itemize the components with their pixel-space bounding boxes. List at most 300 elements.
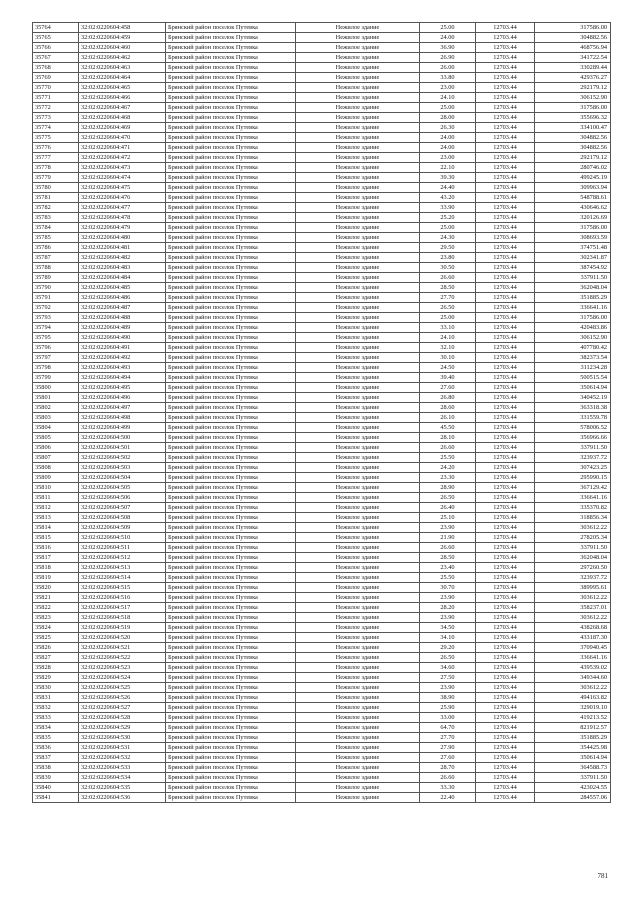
rate-cell: 12703.44 — [476, 383, 535, 393]
cadastral-value-cell: 306152.90 — [535, 93, 611, 103]
address-cell: Брянский район поселок Путевка — [166, 393, 296, 403]
area-cell: 33.10 — [420, 323, 476, 333]
area-cell: 29.50 — [420, 243, 476, 253]
cadastral-number-cell: 32:02:0220604:463 — [79, 63, 166, 73]
object-type-cell: Нежилое здание — [296, 753, 420, 763]
address-cell: Брянский район поселок Путевка — [166, 143, 296, 153]
cadastral-number-cell: 32:02:0220604:505 — [79, 483, 166, 493]
cadastral-number-cell: 32:02:0220604:533 — [79, 763, 166, 773]
cadastral-number-cell: 32:02:0220604:485 — [79, 283, 166, 293]
address-cell: Брянский район поселок Путевка — [166, 513, 296, 523]
object-type-cell: Нежилое здание — [296, 273, 420, 283]
area-cell: 30.70 — [420, 583, 476, 593]
address-cell: Брянский район поселок Путевка — [166, 223, 296, 233]
area-cell: 23.80 — [420, 253, 476, 263]
area-cell: 24.00 — [420, 133, 476, 143]
cadastral-value-cell: 362048.04 — [535, 283, 611, 293]
area-cell: 28.50 — [420, 283, 476, 293]
cadastral-number-cell: 32:02:0220604:464 — [79, 73, 166, 83]
cadastral-number-cell: 32:02:0220604:483 — [79, 263, 166, 273]
row-number-cell: 35779 — [33, 173, 79, 183]
row-number-cell: 35782 — [33, 203, 79, 213]
cadastral-value-cell: 280746.02 — [535, 163, 611, 173]
row-number-cell: 35784 — [33, 223, 79, 233]
row-number-cell: 35802 — [33, 403, 79, 413]
table-row — [33, 473, 611, 483]
area-cell: 36.90 — [420, 43, 476, 53]
table-row — [33, 263, 611, 273]
object-type-cell: Нежилое здание — [296, 693, 420, 703]
address-cell: Брянский район поселок Путевка — [166, 493, 296, 503]
row-number-cell: 35800 — [33, 383, 79, 393]
table-row — [33, 583, 611, 593]
cadastral-value-cell: 351885.29 — [535, 733, 611, 743]
table-row — [33, 633, 611, 643]
rate-cell: 12703.44 — [476, 623, 535, 633]
table-row — [33, 213, 611, 223]
cadastral-value-cell: 423024.55 — [535, 783, 611, 793]
table-row — [33, 133, 611, 143]
area-cell: 24.20 — [420, 463, 476, 473]
rate-cell: 12703.44 — [476, 373, 535, 383]
row-number-cell: 35803 — [33, 413, 79, 423]
cadastral-number-cell: 32:02:0220604:507 — [79, 503, 166, 513]
row-number-cell: 35823 — [33, 613, 79, 623]
table-row — [33, 613, 611, 623]
table-row — [33, 233, 611, 243]
cadastral-number-cell: 32:02:0220604:459 — [79, 33, 166, 43]
table-row — [33, 513, 611, 523]
cadastral-value-cell: 387454.92 — [535, 263, 611, 273]
address-cell: Брянский район поселок Путевка — [166, 413, 296, 423]
cadastral-value-cell: 318856.34 — [535, 513, 611, 523]
cadastral-value-cell: 350614.94 — [535, 383, 611, 393]
cadastral-value-cell: 303612.22 — [535, 683, 611, 693]
address-cell: Брянский район поселок Путевка — [166, 483, 296, 493]
row-number-cell: 35772 — [33, 103, 79, 113]
cadastral-number-cell: 32:02:0220604:465 — [79, 83, 166, 93]
object-type-cell: Нежилое здание — [296, 223, 420, 233]
object-type-cell: Нежилое здание — [296, 373, 420, 383]
object-type-cell: Нежилое здание — [296, 523, 420, 533]
row-number-cell: 35810 — [33, 483, 79, 493]
table-row — [33, 713, 611, 723]
area-cell: 24.40 — [420, 183, 476, 193]
area-cell: 23.90 — [420, 683, 476, 693]
rate-cell: 12703.44 — [476, 643, 535, 653]
address-cell: Брянский район поселок Путевка — [166, 113, 296, 123]
area-cell: 26.10 — [420, 413, 476, 423]
cadastral-number-cell: 32:02:0220604:503 — [79, 463, 166, 473]
object-type-cell: Нежилое здание — [296, 723, 420, 733]
cadastral-value-cell: 303612.22 — [535, 593, 611, 603]
cadastral-number-cell: 32:02:0220604:508 — [79, 513, 166, 523]
object-type-cell: Нежилое здание — [296, 513, 420, 523]
object-type-cell: Нежилое здание — [296, 643, 420, 653]
rate-cell: 12703.44 — [476, 303, 535, 313]
address-cell: Брянский район поселок Путевка — [166, 333, 296, 343]
cadastral-value-cell: 350614.94 — [535, 753, 611, 763]
rate-cell: 12703.44 — [476, 393, 535, 403]
table-row — [33, 423, 611, 433]
rate-cell: 12703.44 — [476, 483, 535, 493]
cadastral-number-cell: 32:02:0220604:499 — [79, 423, 166, 433]
area-cell: 29.20 — [420, 643, 476, 653]
table-row — [33, 33, 611, 43]
area-cell: 26.50 — [420, 653, 476, 663]
cadastral-number-cell: 32:02:0220604:517 — [79, 603, 166, 613]
table-row — [33, 123, 611, 133]
object-type-cell: Нежилое здание — [296, 453, 420, 463]
table-row — [33, 283, 611, 293]
cadastral-number-cell: 32:02:0220604:478 — [79, 213, 166, 223]
cadastral-number-cell: 32:02:0220604:536 — [79, 793, 166, 803]
address-cell: Брянский район поселок Путевка — [166, 433, 296, 443]
row-number-cell: 35825 — [33, 633, 79, 643]
cadastral-number-cell: 32:02:0220604:495 — [79, 383, 166, 393]
row-number-cell: 35778 — [33, 163, 79, 173]
rate-cell: 12703.44 — [476, 553, 535, 563]
table-row — [33, 293, 611, 303]
row-number-cell: 35806 — [33, 443, 79, 453]
table-row — [33, 733, 611, 743]
object-type-cell: Нежилое здание — [296, 283, 420, 293]
table-row — [33, 773, 611, 783]
address-cell: Брянский район поселок Путевка — [166, 693, 296, 703]
rate-cell: 12703.44 — [476, 613, 535, 623]
object-type-cell: Нежилое здание — [296, 243, 420, 253]
cadastral-value-cell: 548788.61 — [535, 193, 611, 203]
rate-cell: 12703.44 — [476, 23, 535, 33]
object-type-cell: Нежилое здание — [296, 563, 420, 573]
rate-cell: 12703.44 — [476, 733, 535, 743]
row-number-cell: 35767 — [33, 53, 79, 63]
object-type-cell: Нежилое здание — [296, 733, 420, 743]
cadastral-value-cell: 438268.68 — [535, 623, 611, 633]
cadastral-number-cell: 32:02:0220604:523 — [79, 663, 166, 673]
object-type-cell: Нежилое здание — [296, 573, 420, 583]
area-cell: 64.70 — [420, 723, 476, 733]
address-cell: Брянский район поселок Путевка — [166, 343, 296, 353]
area-cell: 28.50 — [420, 553, 476, 563]
table-row — [33, 693, 611, 703]
area-cell: 27.60 — [420, 383, 476, 393]
object-type-cell: Нежилое здание — [296, 33, 420, 43]
rate-cell: 12703.44 — [476, 573, 535, 583]
row-number-cell: 35791 — [33, 293, 79, 303]
rate-cell: 12703.44 — [476, 363, 535, 373]
table-row — [33, 593, 611, 603]
cadastral-number-cell: 32:02:0220604:534 — [79, 773, 166, 783]
table-row — [33, 63, 611, 73]
rate-cell: 12703.44 — [476, 523, 535, 533]
rate-cell: 12703.44 — [476, 53, 535, 63]
cadastral-number-cell: 32:02:0220604:488 — [79, 313, 166, 323]
cadastral-number-cell: 32:02:0220604:480 — [79, 233, 166, 243]
area-cell: 25.00 — [420, 313, 476, 323]
table-row — [33, 793, 611, 803]
cadastral-value-cell: 341722.54 — [535, 53, 611, 63]
row-number-cell: 35809 — [33, 473, 79, 483]
address-cell: Брянский район поселок Путевка — [166, 653, 296, 663]
table-row — [33, 343, 611, 353]
object-type-cell: Нежилое здание — [296, 433, 420, 443]
area-cell: 26.30 — [420, 123, 476, 133]
object-type-cell: Нежилое здание — [296, 133, 420, 143]
address-cell: Брянский район поселок Путевка — [166, 53, 296, 63]
area-cell: 24.00 — [420, 33, 476, 43]
cadastral-value-cell: 284557.06 — [535, 793, 611, 803]
rate-cell: 12703.44 — [476, 313, 535, 323]
object-type-cell: Нежилое здание — [296, 483, 420, 493]
table-row — [33, 603, 611, 613]
object-type-cell: Нежилое здание — [296, 83, 420, 93]
rate-cell: 12703.44 — [476, 83, 535, 93]
cadastral-number-cell: 32:02:0220604:529 — [79, 723, 166, 733]
cadastral-value-cell: 500515.54 — [535, 373, 611, 383]
cadastral-value-cell: 297260.50 — [535, 563, 611, 573]
address-cell: Брянский район поселок Путевка — [166, 323, 296, 333]
row-number-cell: 35814 — [33, 523, 79, 533]
table-row — [33, 253, 611, 263]
address-cell: Брянский район поселок Путевка — [166, 303, 296, 313]
object-type-cell: Нежилое здание — [296, 403, 420, 413]
object-type-cell: Нежилое здание — [296, 683, 420, 693]
rate-cell: 12703.44 — [476, 683, 535, 693]
object-type-cell: Нежилое здание — [296, 143, 420, 153]
cadastral-value-cell: 407780.42 — [535, 343, 611, 353]
object-type-cell: Нежилое здание — [296, 193, 420, 203]
rate-cell: 12703.44 — [476, 353, 535, 363]
address-cell: Брянский район поселок Путевка — [166, 73, 296, 83]
table-row — [33, 243, 611, 253]
object-type-cell: Нежилое здание — [296, 213, 420, 223]
cadastral-number-cell: 32:02:0220604:531 — [79, 743, 166, 753]
row-number-cell: 35801 — [33, 393, 79, 403]
area-cell: 45.50 — [420, 423, 476, 433]
rate-cell: 12703.44 — [476, 633, 535, 643]
cadastral-value-cell: 303612.22 — [535, 523, 611, 533]
rate-cell: 12703.44 — [476, 233, 535, 243]
address-cell: Брянский район поселок Путевка — [166, 743, 296, 753]
row-number-cell: 35827 — [33, 653, 79, 663]
area-cell: 23.00 — [420, 153, 476, 163]
cadastral-number-cell: 32:02:0220604:473 — [79, 163, 166, 173]
table-row — [33, 403, 611, 413]
cadastral-value-cell: 317586.00 — [535, 23, 611, 33]
area-cell: 24.10 — [420, 93, 476, 103]
address-cell: Брянский район поселок Путевка — [166, 783, 296, 793]
row-number-cell: 35797 — [33, 353, 79, 363]
table-row — [33, 453, 611, 463]
object-type-cell: Нежилое здание — [296, 603, 420, 613]
row-number-cell: 35820 — [33, 583, 79, 593]
address-cell: Брянский район поселок Путевка — [166, 543, 296, 553]
cadastral-value-cell: 334100.47 — [535, 123, 611, 133]
cadastral-number-cell: 32:02:0220604:466 — [79, 93, 166, 103]
area-cell: 25.50 — [420, 453, 476, 463]
object-type-cell: Нежилое здание — [296, 203, 420, 213]
cadastral-value-cell: 292179.12 — [535, 83, 611, 93]
cadastral-number-cell: 32:02:0220604:458 — [79, 23, 166, 33]
row-number-cell: 35785 — [33, 233, 79, 243]
area-cell: 25.50 — [420, 573, 476, 583]
address-cell: Брянский район поселок Путевка — [166, 123, 296, 133]
cadastral-value-cell: 317586.00 — [535, 313, 611, 323]
object-type-cell: Нежилое здание — [296, 343, 420, 353]
area-cell: 26.40 — [420, 503, 476, 513]
rate-cell: 12703.44 — [476, 603, 535, 613]
row-number-cell: 35826 — [33, 643, 79, 653]
rate-cell: 12703.44 — [476, 653, 535, 663]
cadastral-value-cell: 330289.44 — [535, 63, 611, 73]
cadastral-number-cell: 32:02:0220604:527 — [79, 703, 166, 713]
rate-cell: 12703.44 — [476, 533, 535, 543]
rate-cell: 12703.44 — [476, 433, 535, 443]
rate-cell: 12703.44 — [476, 583, 535, 593]
cadastral-number-cell: 32:02:0220604:494 — [79, 373, 166, 383]
area-cell: 34.60 — [420, 663, 476, 673]
cadastral-number-cell: 32:02:0220604:509 — [79, 523, 166, 533]
cadastral-number-cell: 32:02:0220604:500 — [79, 433, 166, 443]
cadastral-number-cell: 32:02:0220604:484 — [79, 273, 166, 283]
cadastral-number-cell: 32:02:0220604:486 — [79, 293, 166, 303]
area-cell: 26.50 — [420, 493, 476, 503]
area-cell: 24.50 — [420, 363, 476, 373]
area-cell: 23.90 — [420, 593, 476, 603]
table-body — [33, 23, 611, 803]
cadastral-number-cell: 32:02:0220604:512 — [79, 553, 166, 563]
object-type-cell: Нежилое здание — [296, 393, 420, 403]
rate-cell: 12703.44 — [476, 43, 535, 53]
rate-cell: 12703.44 — [476, 123, 535, 133]
cadastral-number-cell: 32:02:0220604:521 — [79, 643, 166, 653]
object-type-cell: Нежилое здание — [296, 443, 420, 453]
cadastral-number-cell: 32:02:0220604:498 — [79, 413, 166, 423]
row-number-cell: 35766 — [33, 43, 79, 53]
rate-cell: 12703.44 — [476, 453, 535, 463]
area-cell: 38.90 — [420, 693, 476, 703]
rate-cell: 12703.44 — [476, 263, 535, 273]
address-cell: Брянский район поселок Путевка — [166, 43, 296, 53]
row-number-cell: 35804 — [33, 423, 79, 433]
row-number-cell: 35831 — [33, 693, 79, 703]
cadastral-value-cell: 309963.94 — [535, 183, 611, 193]
address-cell: Брянский район поселок Путевка — [166, 623, 296, 633]
row-number-cell: 35771 — [33, 93, 79, 103]
address-cell: Брянский район поселок Путевка — [166, 293, 296, 303]
address-cell: Брянский район поселок Путевка — [166, 583, 296, 593]
table-row — [33, 753, 611, 763]
row-number-cell: 35775 — [33, 133, 79, 143]
area-cell: 27.50 — [420, 673, 476, 683]
address-cell: Брянский район поселок Путевка — [166, 523, 296, 533]
object-type-cell: Нежилое здание — [296, 53, 420, 63]
row-number-cell: 35789 — [33, 273, 79, 283]
address-cell: Брянский район поселок Путевка — [166, 563, 296, 573]
object-type-cell: Нежилое здание — [296, 353, 420, 363]
object-type-cell: Нежилое здание — [296, 553, 420, 563]
row-number-cell: 35790 — [33, 283, 79, 293]
object-type-cell: Нежилое здание — [296, 63, 420, 73]
address-cell: Брянский район поселок Путевка — [166, 463, 296, 473]
rate-cell: 12703.44 — [476, 403, 535, 413]
address-cell: Брянский район поселок Путевка — [166, 793, 296, 803]
object-type-cell: Нежилое здание — [296, 383, 420, 393]
cadastral-value-cell: 367129.42 — [535, 483, 611, 493]
cadastral-number-cell: 32:02:0220604:511 — [79, 543, 166, 553]
address-cell: Брянский район поселок Путевка — [166, 713, 296, 723]
area-cell: 28.00 — [420, 113, 476, 123]
row-number-cell: 35793 — [33, 313, 79, 323]
area-cell: 33.30 — [420, 783, 476, 793]
object-type-cell: Нежилое здание — [296, 323, 420, 333]
area-cell: 24.00 — [420, 143, 476, 153]
rate-cell: 12703.44 — [476, 783, 535, 793]
row-number-cell: 35818 — [33, 563, 79, 573]
rate-cell: 12703.44 — [476, 183, 535, 193]
table-row — [33, 673, 611, 683]
table-row — [33, 563, 611, 573]
cadastral-value-cell: 370940.45 — [535, 643, 611, 653]
page-number: 781 — [597, 872, 608, 880]
object-type-cell: Нежилое здание — [296, 583, 420, 593]
rate-cell: 12703.44 — [476, 223, 535, 233]
address-cell: Брянский район поселок Путевка — [166, 353, 296, 363]
rate-cell: 12703.44 — [476, 283, 535, 293]
address-cell: Брянский район поселок Путевка — [166, 173, 296, 183]
cadastral-number-cell: 32:02:0220604:497 — [79, 403, 166, 413]
rate-cell: 12703.44 — [476, 753, 535, 763]
cadastral-value-cell: 389995.61 — [535, 583, 611, 593]
table-row — [33, 43, 611, 53]
address-cell: Брянский район поселок Путевка — [166, 773, 296, 783]
row-number-cell: 35824 — [33, 623, 79, 633]
area-cell: 30.50 — [420, 263, 476, 273]
object-type-cell: Нежилое здание — [296, 783, 420, 793]
cadastral-value-cell: 292179.12 — [535, 153, 611, 163]
table-row — [33, 203, 611, 213]
area-cell: 25.00 — [420, 103, 476, 113]
address-cell: Брянский район поселок Путевка — [166, 733, 296, 743]
object-type-cell: Нежилое здание — [296, 653, 420, 663]
area-cell: 23.30 — [420, 473, 476, 483]
area-cell: 24.30 — [420, 233, 476, 243]
cadastral-number-cell: 32:02:0220604:519 — [79, 623, 166, 633]
rate-cell: 12703.44 — [476, 463, 535, 473]
address-cell: Брянский район поселок Путевка — [166, 63, 296, 73]
cadastral-value-cell: 362048.04 — [535, 553, 611, 563]
address-cell: Брянский район поселок Путевка — [166, 133, 296, 143]
cadastral-number-cell: 32:02:0220604:469 — [79, 123, 166, 133]
object-type-cell: Нежилое здание — [296, 743, 420, 753]
area-cell: 27.90 — [420, 743, 476, 753]
area-cell: 23.90 — [420, 523, 476, 533]
cadastral-number-cell: 32:02:0220604:476 — [79, 193, 166, 203]
table-row — [33, 393, 611, 403]
cadastral-value-cell: 499245.19 — [535, 173, 611, 183]
address-cell: Брянский район поселок Путевка — [166, 193, 296, 203]
table-row — [33, 183, 611, 193]
rate-cell: 12703.44 — [476, 133, 535, 143]
cadastral-value-cell: 317586.00 — [535, 103, 611, 113]
object-type-cell: Нежилое здание — [296, 73, 420, 83]
address-cell: Брянский район поселок Путевка — [166, 383, 296, 393]
rate-cell: 12703.44 — [476, 423, 535, 433]
table-row — [33, 463, 611, 473]
table-row — [33, 623, 611, 633]
address-cell: Брянский район поселок Путевка — [166, 663, 296, 673]
